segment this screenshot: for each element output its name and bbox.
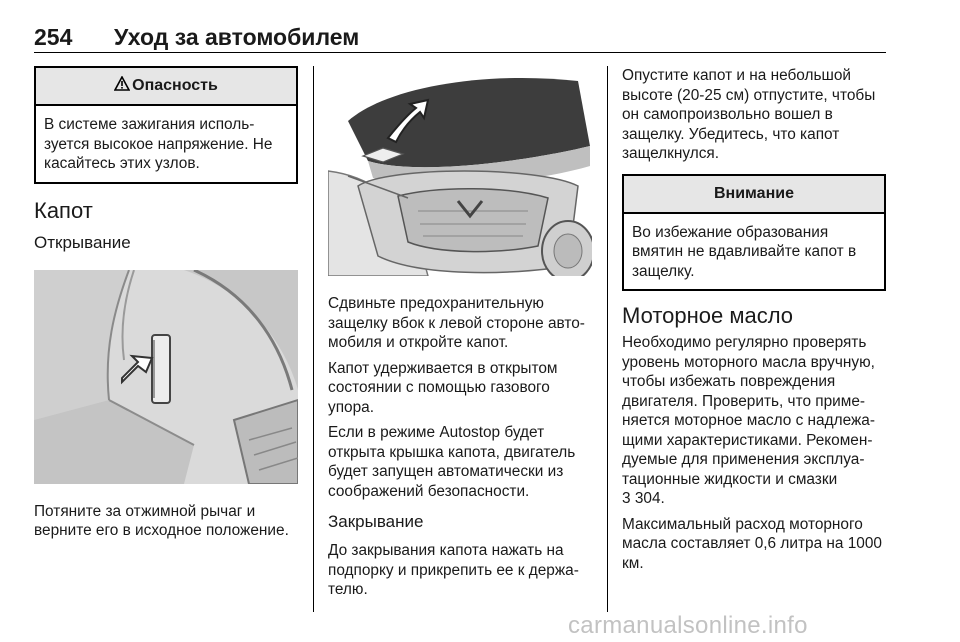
column-left: [34, 66, 298, 541]
page-header: [34, 24, 359, 50]
notice-box-heading: Внимание: [714, 184, 794, 202]
warning-triangle-icon: [114, 76, 130, 96]
oil-paragraph-2: Максимальный расход моторного масла составляет 0,6 литра на 1000 км.: [622, 515, 882, 572]
col2-paragraph-4: До закрывания капота нажать на подпорку и прикрепить ее к держа-телю.: [328, 542, 579, 598]
danger-box-text: В системе зажигания исполь- зуется высокое напряжение. Не касайтесь этих узлов.: [44, 116, 273, 172]
danger-box: [34, 66, 298, 184]
section-title-engine-oil: Моторное масло: [622, 303, 794, 328]
opening-caption: Потяните за отжимной рычаг и верните его в исходное положение.: [34, 502, 289, 539]
col2-paragraph-2: Капот удерживается в открытом состоянии с помощью газового упора.: [328, 359, 558, 416]
notice-box-header: [624, 176, 884, 214]
column-right: [622, 66, 886, 573]
hood-release-lever-illustration: [34, 270, 298, 484]
danger-box-heading: Опасность: [132, 77, 218, 94]
subsection-title-opening: Открывание: [34, 232, 131, 252]
oil-paragraph-1: Необходимо регулярно проверять уровень моторного масла вручную, чтобы избежать повреждения двигателя. Проверить, что приме-няется моторное масло с надлежа-щими характеристиками. Рекомен-дуемые для применения эксплуа-тационные жидкости и смазки: [622, 334, 875, 488]
hood-latch-illustration: [328, 66, 592, 276]
notice-box-body: [624, 214, 884, 290]
column-middle: [328, 66, 592, 600]
col2-paragraph-3: Если в режиме Autostop будет открыта крышка капота, двигатель будет запущен автоматически из соображений безопасности.: [328, 424, 576, 500]
column-divider-left: [313, 66, 314, 612]
watermark: carmanualsonline.info: [568, 612, 808, 639]
notice-box-text: Во избежание образования вмятин не вдавливайте капот в защелку.: [632, 223, 857, 280]
subsection-title-closing: Закрывание: [328, 512, 424, 531]
danger-box-header: [36, 68, 296, 106]
header-rule: [34, 52, 886, 53]
chapter-title: Уход за автомобилем: [114, 24, 360, 50]
col3-paragraph-1: Опустите капот и на небольшой высоте (20-25 см) отпустите, чтобы он самопроизвольно вошел в защелку. Убедитесь, что капот защелкнулся.: [622, 67, 876, 162]
section-title-hood: Капот: [34, 197, 93, 223]
col2-paragraph-1: Сдвиньте предохранительную защелку вбок к левой стороне авто-мобиля и откройте капот.: [328, 295, 585, 351]
column-divider-right: [607, 66, 608, 612]
oil-page-reference: 3 304.: [622, 490, 665, 507]
notice-box: [622, 174, 886, 292]
danger-box-body: [36, 106, 296, 182]
page-number: 254: [34, 24, 73, 50]
